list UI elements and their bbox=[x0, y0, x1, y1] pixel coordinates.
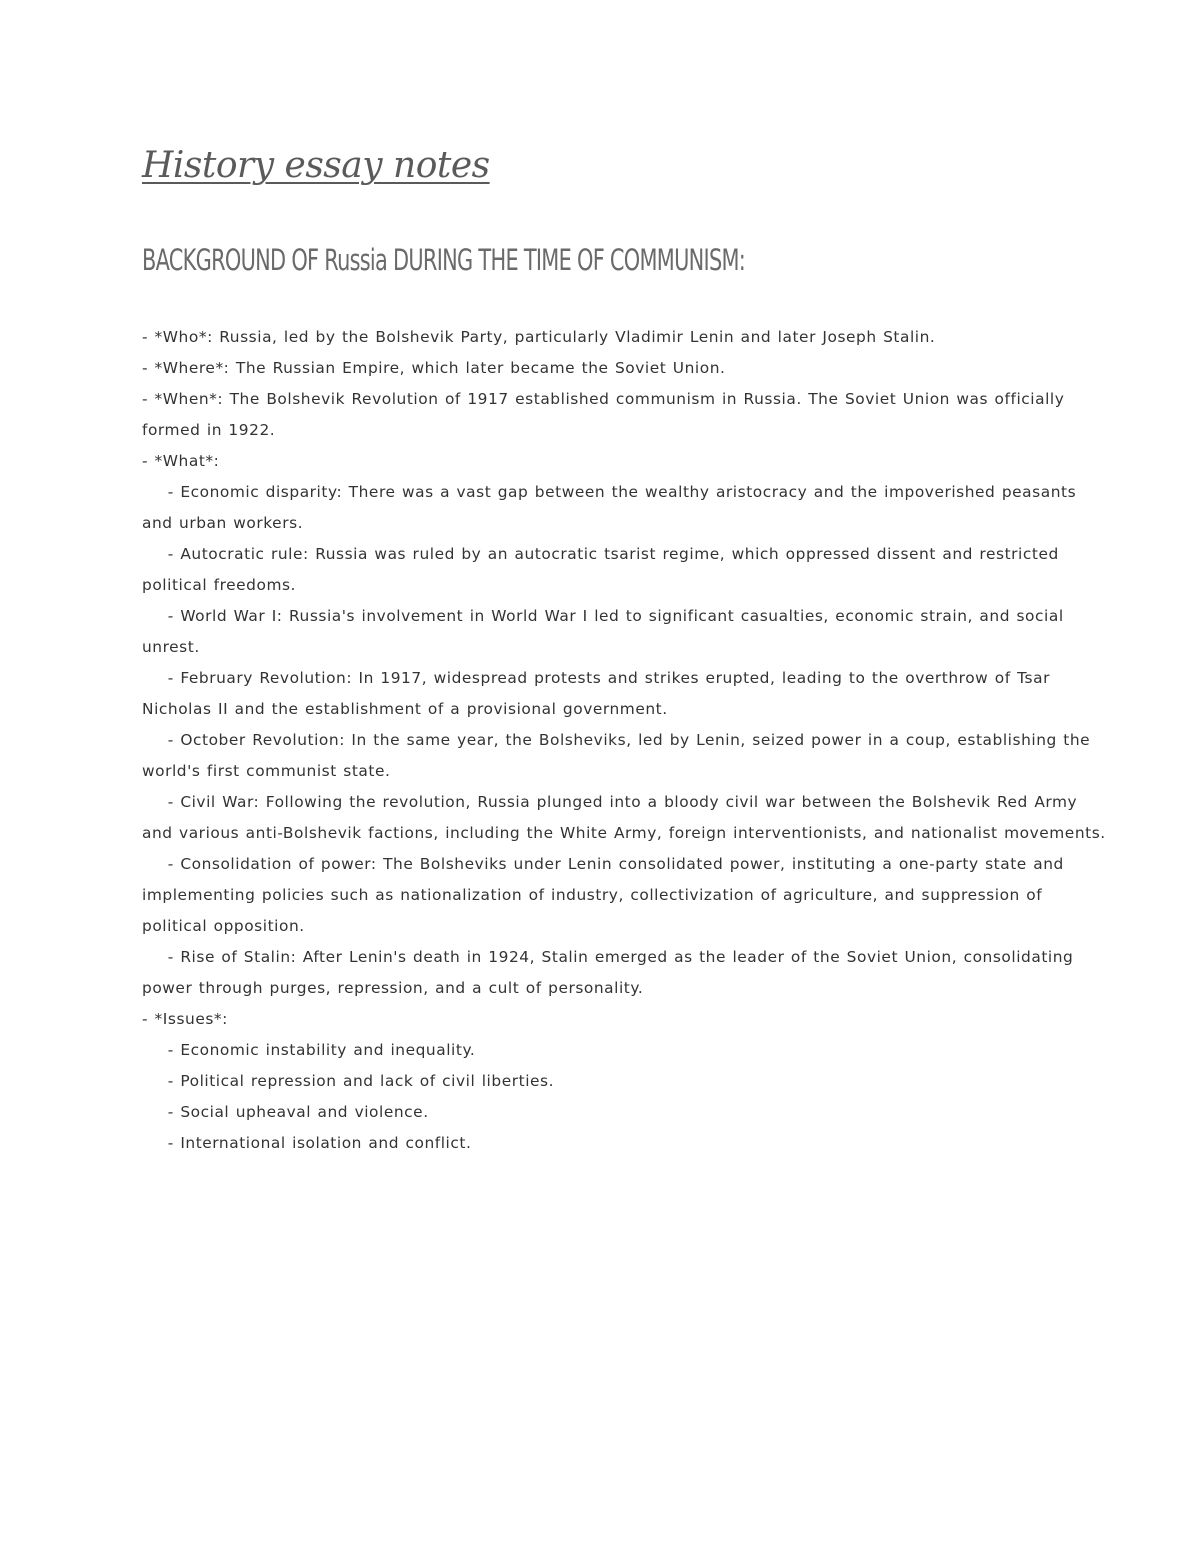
note-subline-issue-international: - International isolation and conflict. bbox=[142, 1134, 472, 1152]
note-line-issues: - *Issues*: bbox=[142, 1010, 228, 1028]
section-heading: BACKGROUND OF Russia DURING THE TIME OF COMMUNISM: bbox=[142, 243, 746, 277]
note-subline-world-war-i: - World War I: Russia's involvement in World War I led to significant casualties, economic strain, and social unrest. bbox=[142, 607, 1064, 656]
note-subline-economic-disparity: - Economic disparity: There was a vast gap between the wealthy aristocracy and the impoverished peasants and urban workers. bbox=[142, 483, 1077, 532]
note-subline-february-revolution: - February Revolution: In 1917, widespread protests and strikes erupted, leading to the overthrow of Tsar Nicholas II and the establishment of a provisional government. bbox=[142, 669, 1050, 718]
note-line-where: - *Where*: The Russian Empire, which later became the Soviet Union. bbox=[142, 359, 726, 377]
note-subline-rise-of-stalin: - Rise of Stalin: After Lenin's death in 1924, Stalin emerged as the leader of the Soviet Union, consolidating power through purges, repression, and a cult of personality. bbox=[142, 948, 1074, 997]
notes-list bbox=[142, 322, 1107, 1159]
note-line-when: - *When*: The Bolshevik Revolution of 1917 established communism in Russia. The Soviet Union was officially formed in 1922. bbox=[142, 390, 1065, 439]
note-subline-autocratic-rule: - Autocratic rule: Russia was ruled by an autocratic tsarist regime, which oppressed dissent and restricted political freedoms. bbox=[142, 545, 1059, 594]
note-subline-civil-war: - Civil War: Following the revolution, Russia plunged into a bloody civil war between the Bolshevik Red Army and various anti-Bolshevik factions, including the White Army, foreign interventionists, and nationalist movements. bbox=[142, 793, 1106, 842]
document-title: History essay notes bbox=[142, 145, 490, 186]
note-subline-october-revolution: - October Revolution: In the same year, the Bolsheviks, led by Lenin, seized power in a coup, establishing the world's first communist state. bbox=[142, 731, 1091, 780]
note-subline-consolidation-of-power: - Consolidation of power: The Bolsheviks under Lenin consolidated power, instituting a one-party state and implementing policies such as nationalization of industry, collectivization of agriculture, and suppression of political opposition. bbox=[142, 855, 1064, 935]
note-line-who: - *Who*: Russia, led by the Bolshevik Party, particularly Vladimir Lenin and later Joseph Stalin. bbox=[142, 328, 936, 346]
note-subline-issue-political: - Political repression and lack of civil liberties. bbox=[142, 1072, 555, 1090]
note-line-what: - *What*: bbox=[142, 452, 220, 470]
note-subline-issue-social: - Social upheaval and violence. bbox=[142, 1103, 429, 1121]
note-subline-issue-economic: - Economic instability and inequality. bbox=[142, 1041, 476, 1059]
